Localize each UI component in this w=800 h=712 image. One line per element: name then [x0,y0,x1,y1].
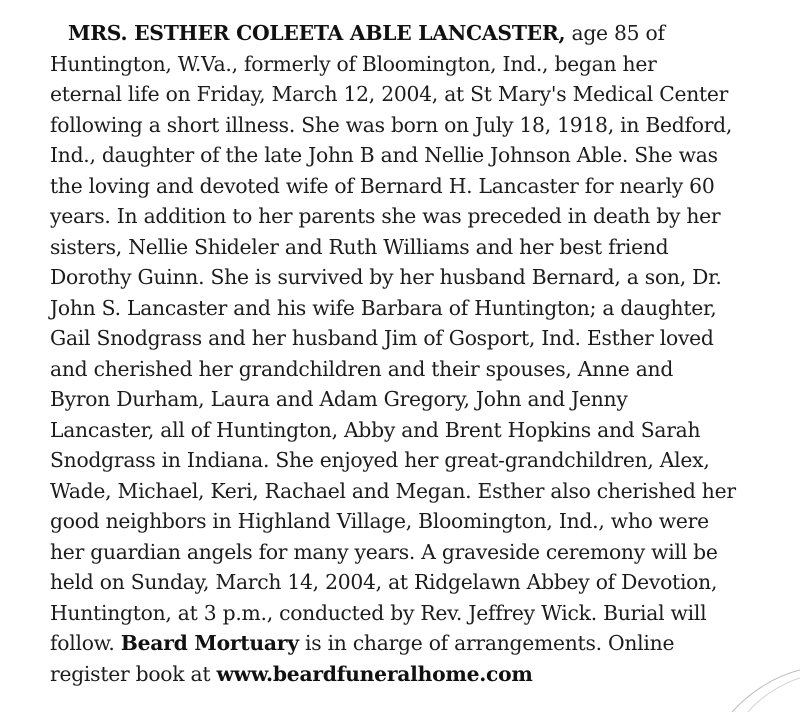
obituary-line: following a short illness. She was born on July 18, 1918, in Bedford, [50,112,733,137]
obituary-line: Wade, Michael, Keri, Rachael and Megan. Esther also cherished her [50,478,736,503]
paper-fold-mark [720,662,800,712]
obituary-line: Snodgrass in Indiana. She enjoyed her great-grandchildren, Alex, [50,448,710,472]
obituary-line: Huntington, W.Va., formerly of Bloomington, Ind., began her [50,51,657,76]
obituary-line: Byron Durham, Laura and Adam Gregory, John and Jenny [50,387,628,411]
obituary-line: sisters, Nellie Shideler and Ruth Williams and her best friend [50,234,669,259]
obituary-line: held on Sunday, March 14, 2004, at Ridgelawn Abbey of Devotion, [50,570,718,594]
deceased-name: MRS. ESTHER COLEETA ABLE LANCASTER, [68,21,566,45]
funeral-home-website: www.beardfuneralhome.com [216,661,533,686]
obituary-line-funeral-home [50,628,794,659]
obituary-line: the loving and devoted wife of Bernard H. Lancaster for nearly 60 [50,173,715,198]
obituary-line: Ind., daughter of the late John B and Nellie Johnson Able. She was [50,143,718,167]
obituary-text: follow. [50,631,115,655]
obituary-line: Huntington, at 3 p.m., conducted by Rev. Jeffrey Wick. Burial will [50,600,707,625]
funeral-home-name: Beard Mortuary [120,631,299,655]
obituary-line: John S. Lancaster and his wife Barbara of Huntington; a daughter, [50,295,717,320]
obituary-article [50,18,794,689]
obituary-line: good neighbors in Highland Village, Bloomington, Ind., who were [50,509,709,533]
obituary-line-register [50,659,794,690]
obituary-line: and cherished her grandchildren and their spouses, Anne and [50,356,674,381]
obituary-text: register book at [50,661,211,686]
obituary-text: age 85 of [571,21,665,45]
obituary-line-1 [50,18,794,49]
obituary-line: her guardian angels for many years. A graveside ceremony will be [50,539,718,564]
obituary-line: Lancaster, all of Huntington, Abby and Brent Hopkins and Sarah [50,417,701,442]
obituary-line: Dorothy Guinn. She is survived by her husband Bernard, a son, Dr. [50,265,722,289]
obituary-text: is in charge of arrangements. Online [304,631,675,655]
obituary-line: eternal life on Friday, March 12, 2004, at St Mary's Medical Center [50,82,729,106]
obituary-line: years. In addition to her parents she was preceded in death by her [50,204,721,228]
obituary-line: Gail Snodgrass and her husband Jim of Gosport, Ind. Esther loved [50,326,714,350]
